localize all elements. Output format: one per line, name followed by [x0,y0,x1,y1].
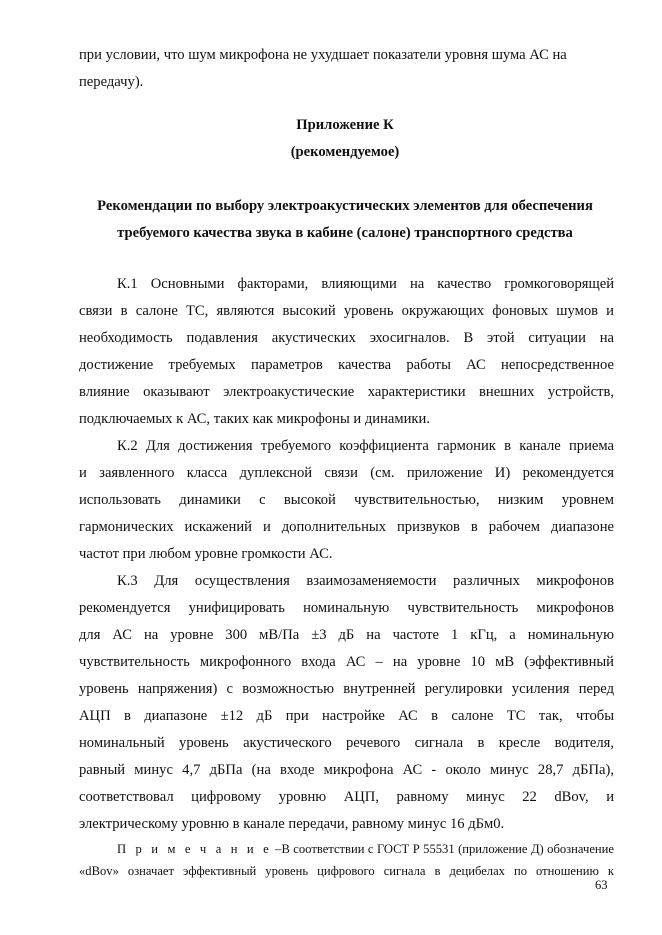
note-text: –В соответствии с ГОСТ Р 55531 (приложение Д) обозначение [275,842,614,856]
paragraph-k1 [79,271,614,433]
text-line: подключаемых к АС, таких как микрофоны и динамики. [79,411,430,427]
text-line: достижение требуемых параметров качества работы АС непосредственное [79,357,614,373]
text-line: равный минус 4,7 дБПа (на входе микрофона АС - около минус 28,7 дБПа), [79,762,614,778]
text-line: К.3 Для осуществления взаимозаменяемости различных микрофонов [117,573,614,589]
note-label: П р и м е ч а н и е [117,842,272,856]
text-line: передачу). [79,74,144,90]
text-line: чувствительность микрофонного входа АС – на уровне 10 мВ (эффективный [79,654,614,670]
note [79,838,614,882]
text-line: электрическому уровню в канале передачи, равному минус 16 дБм0. [79,816,505,832]
text-line: гармонических искажений и дополнительных призвуков в рабочем диапазоне [79,519,614,535]
text-line: К.1 Основными факторами, влияющими на качество громкоговорящей [117,276,614,292]
text-line: рекомендуется унифицировать номинальную чувствительность микрофонов [79,600,614,616]
text-line: использовать динамики с высокой чувствительностью, низким уровнем [79,492,614,508]
text-line: номинальный уровень акустического речевого сигнала в кресле водителя, [79,735,614,751]
text-line: уровень напряжения) с возможностью внутренней регулировки усиления перед [79,681,614,697]
text-line: частот при любом уровне громкости АС. [79,546,333,562]
text-line: и заявленного класса дуплексной связи (см. приложение И) рекомендуется [79,465,614,481]
text-line: влияние оказывают электроакустические характеристики внешних устройств, [79,384,614,400]
text-line: для АС на уровне 300 мВ/Па ±3 дБ на частоте 1 кГц, а номинальную [79,627,614,643]
appendix-heading-line-1: Рекомендации по выбору электроакустических элементов для обеспечения [97,198,593,214]
text-line: необходимость подавления акустических эхосигналов. В этой ситуации на [79,330,614,346]
appendix-status: (рекомендуемое) [290,144,400,160]
appendix-title: Приложение К [296,117,394,133]
text-line: при условии, что шум микрофона не ухудшает показатели уровня шума АС на [79,47,567,63]
text-line: АЦП в диапазоне ±12 дБ при настройке АС в салоне ТС так, чтобы [79,708,614,724]
appendix-heading-line-2: требуемого качества звука в кабине (салоне) транспортного средства [117,225,573,241]
paragraph-k3 [79,568,614,838]
text-line: связи в салоне ТС, являются высокий уровень окружающих фоновых шумов и [79,303,614,319]
paragraph-k2 [79,433,614,568]
text-line: К.2 Для достижения требуемого коэффициента гармоник в канале приема [117,438,614,454]
text-line: соответствовал цифровому уровню АЦП, равному минус 22 dBov, и [79,789,614,805]
page-number: 63 [595,878,608,892]
note-line-1 [79,838,614,860]
intro-paragraph [79,42,614,96]
note-line-2: «dBov» означает эффективный уровень цифрового сигнала в децибелах по отношению к [79,864,614,878]
